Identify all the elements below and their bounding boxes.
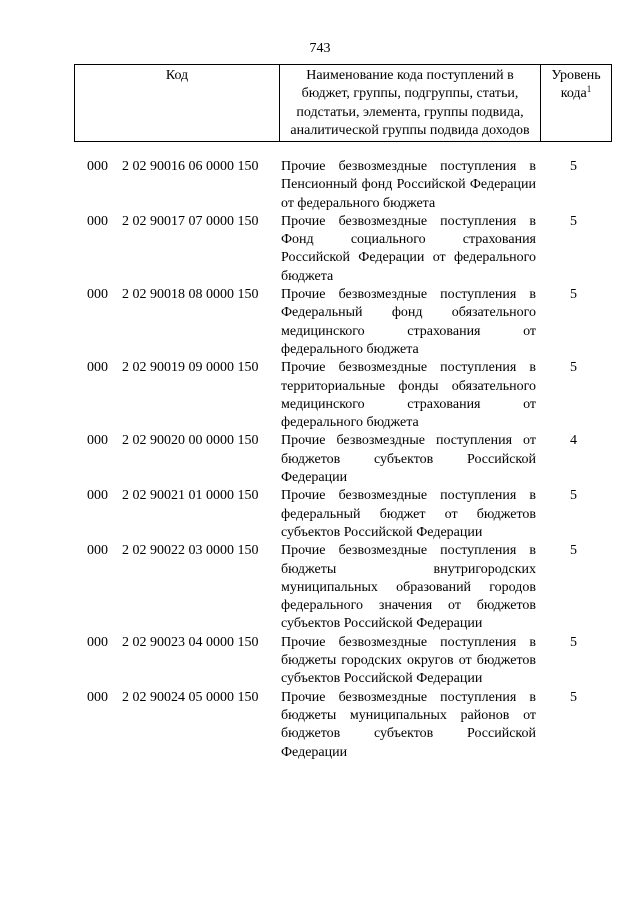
row-level: 5 — [570, 543, 577, 559]
row-revenue-code: 2 02 90016 06 0000 150 — [122, 159, 259, 174]
page-number: 743 — [309, 41, 331, 56]
row-revenue-code: 2 02 90024 05 0000 150 — [122, 689, 259, 705]
table-row — [0, 634, 640, 689]
row-admin-code: 000 — [87, 213, 108, 229]
row-admin-code: 000 — [87, 634, 108, 650]
row-level: 4 — [570, 433, 577, 449]
row-level: 5 — [570, 488, 577, 504]
header-level — [541, 65, 612, 142]
table-row — [0, 359, 640, 432]
header-level-label: Уровень кода — [551, 68, 601, 102]
row-level: 5 — [570, 360, 577, 376]
table-row — [0, 286, 640, 359]
row-revenue-name: Прочие безвозмездные поступления в Пенсионный фонд Российской Федерации от федерального бюджета — [281, 159, 536, 211]
table-row — [0, 432, 640, 487]
row-revenue-code: 2 02 90020 00 0000 150 — [122, 433, 259, 449]
header-level-footnote: 1 — [586, 84, 592, 95]
table-row — [0, 487, 640, 542]
table-row — [0, 542, 640, 633]
row-revenue-name: Прочие безвозмездные поступления в Федеральный фонд обязательного медицинского страхования от федерального бюджета — [281, 287, 536, 357]
row-admin-code: 000 — [87, 488, 108, 504]
row-level: 5 — [570, 689, 577, 705]
row-level: 5 — [570, 287, 577, 303]
row-level: 5 — [570, 213, 577, 229]
table-row — [0, 689, 640, 762]
row-revenue-code: 2 02 90023 04 0000 150 — [122, 634, 259, 650]
row-revenue-name: Прочие безвозмездные поступления в федеральный бюджет от бюджетов субъектов Российской Федерации — [281, 488, 536, 540]
row-revenue-name: Прочие безвозмездные поступления в территориальные фонды обязательного медицинского страхования от федерального бюджета — [281, 360, 536, 431]
row-revenue-code: 2 02 90021 01 0000 150 — [122, 488, 259, 504]
row-revenue-name: Прочие безвозмездные поступления в бюджеты внутригородских муниципальных образований городов федерального значения от бюджетов субъектов Российской Федерации — [281, 543, 536, 632]
row-admin-code: 000 — [87, 689, 108, 705]
row-revenue-name: Прочие безвозмездные поступления в Фонд социального страхования Российской Федерации от федерального бюджета — [281, 213, 536, 284]
row-revenue-code: 2 02 90017 07 0000 150 — [122, 213, 259, 229]
header-code: Код — [75, 65, 280, 142]
row-level: 5 — [570, 159, 577, 174]
row-revenue-name: Прочие безвозмездные поступления в бюджеты городских округов от бюджетов субъектов Российской Федерации — [281, 634, 536, 687]
table-row — [0, 158, 640, 213]
row-admin-code: 000 — [87, 543, 108, 559]
row-level: 5 — [570, 634, 577, 650]
row-revenue-code: 2 02 90019 09 0000 150 — [122, 360, 259, 376]
row-admin-code: 000 — [87, 159, 108, 174]
table-header — [74, 64, 612, 142]
row-revenue-code: 2 02 90018 08 0000 150 — [122, 287, 259, 303]
row-revenue-code: 2 02 90022 03 0000 150 — [122, 543, 259, 559]
row-admin-code: 000 — [87, 360, 108, 376]
row-revenue-name: Прочие безвозмездные поступления от бюджетов субъектов Российской Федерации — [281, 433, 536, 486]
table-row — [0, 213, 640, 286]
row-admin-code: 000 — [87, 287, 108, 303]
row-admin-code: 000 — [87, 433, 108, 449]
row-revenue-name: Прочие безвозмездные поступления в бюджеты муниципальных районов от бюджетов субъектов Российской Федерации — [281, 689, 536, 760]
header-name: Наименование кода поступлений в бюджет, группы, подгруппы, статьи, подстатьи, элемента, группы подвида, аналитической группы подвида доходов — [280, 65, 541, 142]
table-body — [0, 158, 640, 762]
